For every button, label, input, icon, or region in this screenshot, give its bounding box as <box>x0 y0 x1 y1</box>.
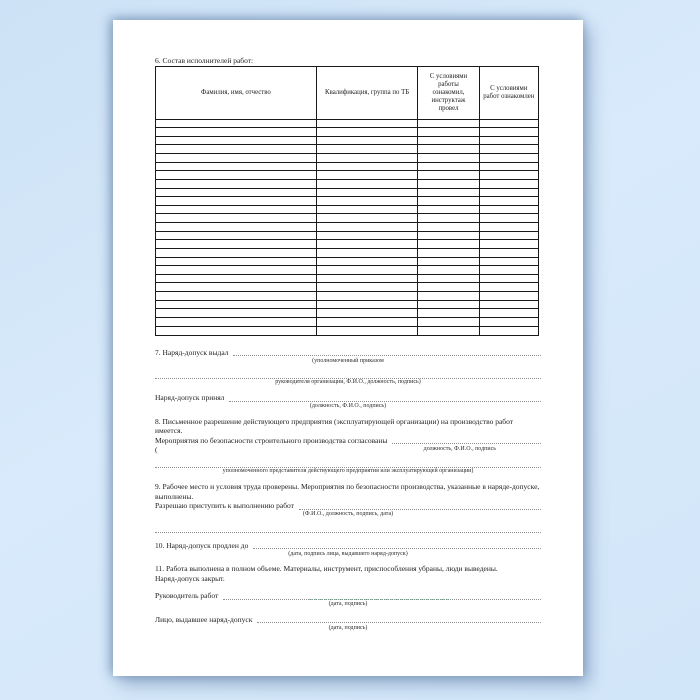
table-row <box>156 179 539 188</box>
table-cell <box>156 292 317 301</box>
work-manager-row <box>155 591 541 607</box>
table-cell <box>418 300 479 309</box>
table-cell <box>418 214 479 223</box>
table-cell <box>316 300 417 309</box>
table-cell <box>316 154 417 163</box>
table-cell <box>316 179 417 188</box>
table-cell <box>418 223 479 232</box>
table-cell <box>316 266 417 275</box>
table-cell <box>156 266 317 275</box>
table-cell <box>316 214 417 223</box>
table-cell <box>156 154 317 163</box>
executors-table <box>155 66 539 336</box>
table-row <box>156 136 539 145</box>
table-row <box>156 274 539 283</box>
table-cell <box>479 292 538 301</box>
table-cell <box>156 317 317 326</box>
table-cell <box>316 188 417 197</box>
table-row <box>156 188 539 197</box>
table-row <box>156 283 539 292</box>
work-start-label: Разрешаю приступить к выполнению работ <box>155 501 294 510</box>
document-page <box>113 20 583 676</box>
col-header-qualification: Квалификация, группа по ТБ <box>316 66 417 119</box>
table-cell <box>418 162 479 171</box>
table-cell <box>479 266 538 275</box>
table-cell <box>316 162 417 171</box>
table-cell <box>418 231 479 240</box>
signature-line <box>223 591 541 600</box>
table-row <box>156 257 539 266</box>
table-row <box>156 119 539 128</box>
table-row <box>156 128 539 137</box>
work-start-row <box>155 501 541 517</box>
table-cell <box>418 119 479 128</box>
table-cell <box>418 309 479 318</box>
work-start-caption: (Ф.И.О., должность, подпись, дата) <box>302 511 394 517</box>
table-cell <box>479 119 538 128</box>
signature-line <box>392 436 541 445</box>
signature-line <box>155 523 541 533</box>
table-row <box>156 197 539 206</box>
table-cell <box>479 136 538 145</box>
table-cell <box>156 188 317 197</box>
table-row <box>156 162 539 171</box>
table-row <box>156 154 539 163</box>
table-cell <box>479 214 538 223</box>
permit-extended-caption: (дата, подпись лица, выдавшего наряд-допуск) <box>288 550 408 557</box>
permit-extended-label: 10. Наряд-допуск продлен до <box>155 540 249 550</box>
table-cell <box>316 257 417 266</box>
permit-issued-row <box>155 347 541 364</box>
table-cell <box>418 266 479 275</box>
table-cell <box>316 283 417 292</box>
table-cell <box>479 205 538 214</box>
table-cell <box>479 274 538 283</box>
table-cell <box>316 231 417 240</box>
table-cell <box>316 309 417 318</box>
table-cell <box>316 292 417 301</box>
permit-issuer-row <box>155 614 541 631</box>
table-cell <box>479 223 538 232</box>
table-cell <box>418 248 479 257</box>
col-header-briefing-given: С условиями работы ознакомил, инструктаж провел <box>418 66 479 119</box>
table-cell <box>479 128 538 137</box>
open-paren: ( <box>155 445 158 454</box>
section-11-text: 11. Работа выполнена в полном объеме. Материалы, инструмент, приспособления убраны, люди выведены. <box>155 564 498 573</box>
table-cell <box>316 128 417 137</box>
signature-line <box>299 501 541 510</box>
table-cell <box>316 326 417 335</box>
table-cell <box>156 145 317 154</box>
table-cell <box>479 283 538 292</box>
table-cell <box>479 300 538 309</box>
table-cell <box>156 300 317 309</box>
table-cell <box>418 292 479 301</box>
table-cell <box>156 162 317 171</box>
table-row <box>156 214 539 223</box>
table-row <box>156 205 539 214</box>
table-cell <box>156 283 317 292</box>
table-cell <box>479 326 538 335</box>
signature-line <box>229 393 541 402</box>
table-cell <box>479 162 538 171</box>
table-row <box>156 317 539 326</box>
table-row <box>156 145 539 154</box>
table-cell <box>316 145 417 154</box>
table-cell <box>418 283 479 292</box>
table-row <box>156 171 539 180</box>
section-8-text: 8. Письменное разрешение действующего предприятия (эксплуатирующей организации) на производство работ имеется. <box>155 416 514 435</box>
table-cell <box>156 231 317 240</box>
permit-issued-caption-2: руководителя организации, Ф.И.О., должность, подпись) <box>275 379 421 385</box>
table-cell <box>479 179 538 188</box>
table-cell <box>418 317 479 326</box>
col-header-briefing-received: С условиями работ ознакомлен <box>479 66 538 119</box>
table-cell <box>156 309 317 318</box>
table-cell <box>156 248 317 257</box>
table-cell <box>316 171 417 180</box>
table-cell <box>156 136 317 145</box>
executors-table-body <box>156 119 539 335</box>
table-cell <box>418 274 479 283</box>
table-cell <box>418 188 479 197</box>
table-cell <box>418 240 479 249</box>
table-cell <box>479 240 538 249</box>
table-cell <box>479 231 538 240</box>
table-row <box>156 309 539 318</box>
table-cell <box>156 274 317 283</box>
table-header-row <box>156 66 539 119</box>
table-cell <box>156 223 317 232</box>
table-cell <box>479 317 538 326</box>
table-cell <box>156 119 317 128</box>
table-cell <box>316 248 417 257</box>
table-cell <box>479 145 538 154</box>
table-cell <box>479 171 538 180</box>
table-cell <box>418 154 479 163</box>
table-cell <box>156 128 317 137</box>
permit-issued-label: 7. Наряд-допуск выдал <box>155 347 229 357</box>
section-9-text: 9. Рабочее место и условия труда проверены. Мероприятия по безопасности производства, указанные в наряде-допуске, выполнены. <box>155 482 540 501</box>
table-cell <box>156 205 317 214</box>
table-row <box>156 292 539 301</box>
table-cell <box>418 136 479 145</box>
table-cell <box>156 326 317 335</box>
document-content <box>155 56 541 631</box>
table-cell <box>156 257 317 266</box>
table-row <box>156 326 539 335</box>
permit-extended-row <box>155 540 541 557</box>
table-cell <box>418 171 479 180</box>
permit-issued-caption-1: (уполномоченный приказом <box>312 357 384 364</box>
table-cell <box>316 317 417 326</box>
table-cell <box>479 154 538 163</box>
signature-line <box>233 348 541 357</box>
signature-line <box>155 458 541 474</box>
table-cell <box>156 171 317 180</box>
section-11-closed-text: Наряд-допуск закрыт. <box>155 573 225 583</box>
table-cell <box>418 326 479 335</box>
safety-measures-row <box>155 436 541 446</box>
table-cell <box>156 214 317 223</box>
permit-accepted-caption: (должность, Ф.И.О., подпись) <box>309 403 387 409</box>
table-cell <box>418 145 479 154</box>
paren-caption-row <box>155 445 541 454</box>
table-cell <box>479 248 538 257</box>
permit-issuer-label: Лицо, выдавшее наряд-допуск <box>155 614 253 624</box>
table-row <box>156 240 539 249</box>
work-manager-label: Руководитель работ <box>155 591 219 600</box>
signature-line <box>155 369 541 385</box>
table-cell <box>418 197 479 206</box>
safety-measures-caption: должность, Ф.И.О., подпись <box>423 446 496 452</box>
table-row <box>156 248 539 257</box>
table-cell <box>156 197 317 206</box>
table-cell <box>479 188 538 197</box>
permit-accepted-row <box>155 393 541 409</box>
table-cell <box>479 197 538 206</box>
table-cell <box>316 223 417 232</box>
table-row <box>156 266 539 275</box>
signature-line <box>253 541 541 550</box>
table-cell <box>418 205 479 214</box>
table-cell <box>479 309 538 318</box>
table-cell <box>316 197 417 206</box>
safety-measures-label: Мероприятия по безопасности строительного производства согласованы <box>155 435 388 445</box>
col-header-name: Фамилия, имя, отчество <box>156 66 317 119</box>
table-cell <box>156 179 317 188</box>
table-cell <box>316 136 417 145</box>
work-manager-caption: (дата, подпись) <box>328 601 368 607</box>
table-cell <box>316 119 417 128</box>
permit-issuer-caption: (дата, подпись) <box>328 624 368 631</box>
table-cell <box>316 205 417 214</box>
table-cell <box>479 257 538 266</box>
section-6-title: 6. Состав исполнителей работ: <box>155 56 254 65</box>
table-cell <box>418 128 479 137</box>
permit-accepted-label: Наряд-допуск принял <box>155 393 225 402</box>
representative-caption: уполномоченного представителя действующего предприятия или эксплуатирующей организации) <box>222 468 474 474</box>
signature-line <box>257 615 541 624</box>
scan-artifact-green-dashes <box>309 599 449 600</box>
table-cell <box>316 240 417 249</box>
table-row <box>156 300 539 309</box>
table-cell <box>418 179 479 188</box>
table-cell <box>156 240 317 249</box>
table-cell <box>316 274 417 283</box>
table-cell <box>418 257 479 266</box>
table-row <box>156 223 539 232</box>
table-row <box>156 231 539 240</box>
